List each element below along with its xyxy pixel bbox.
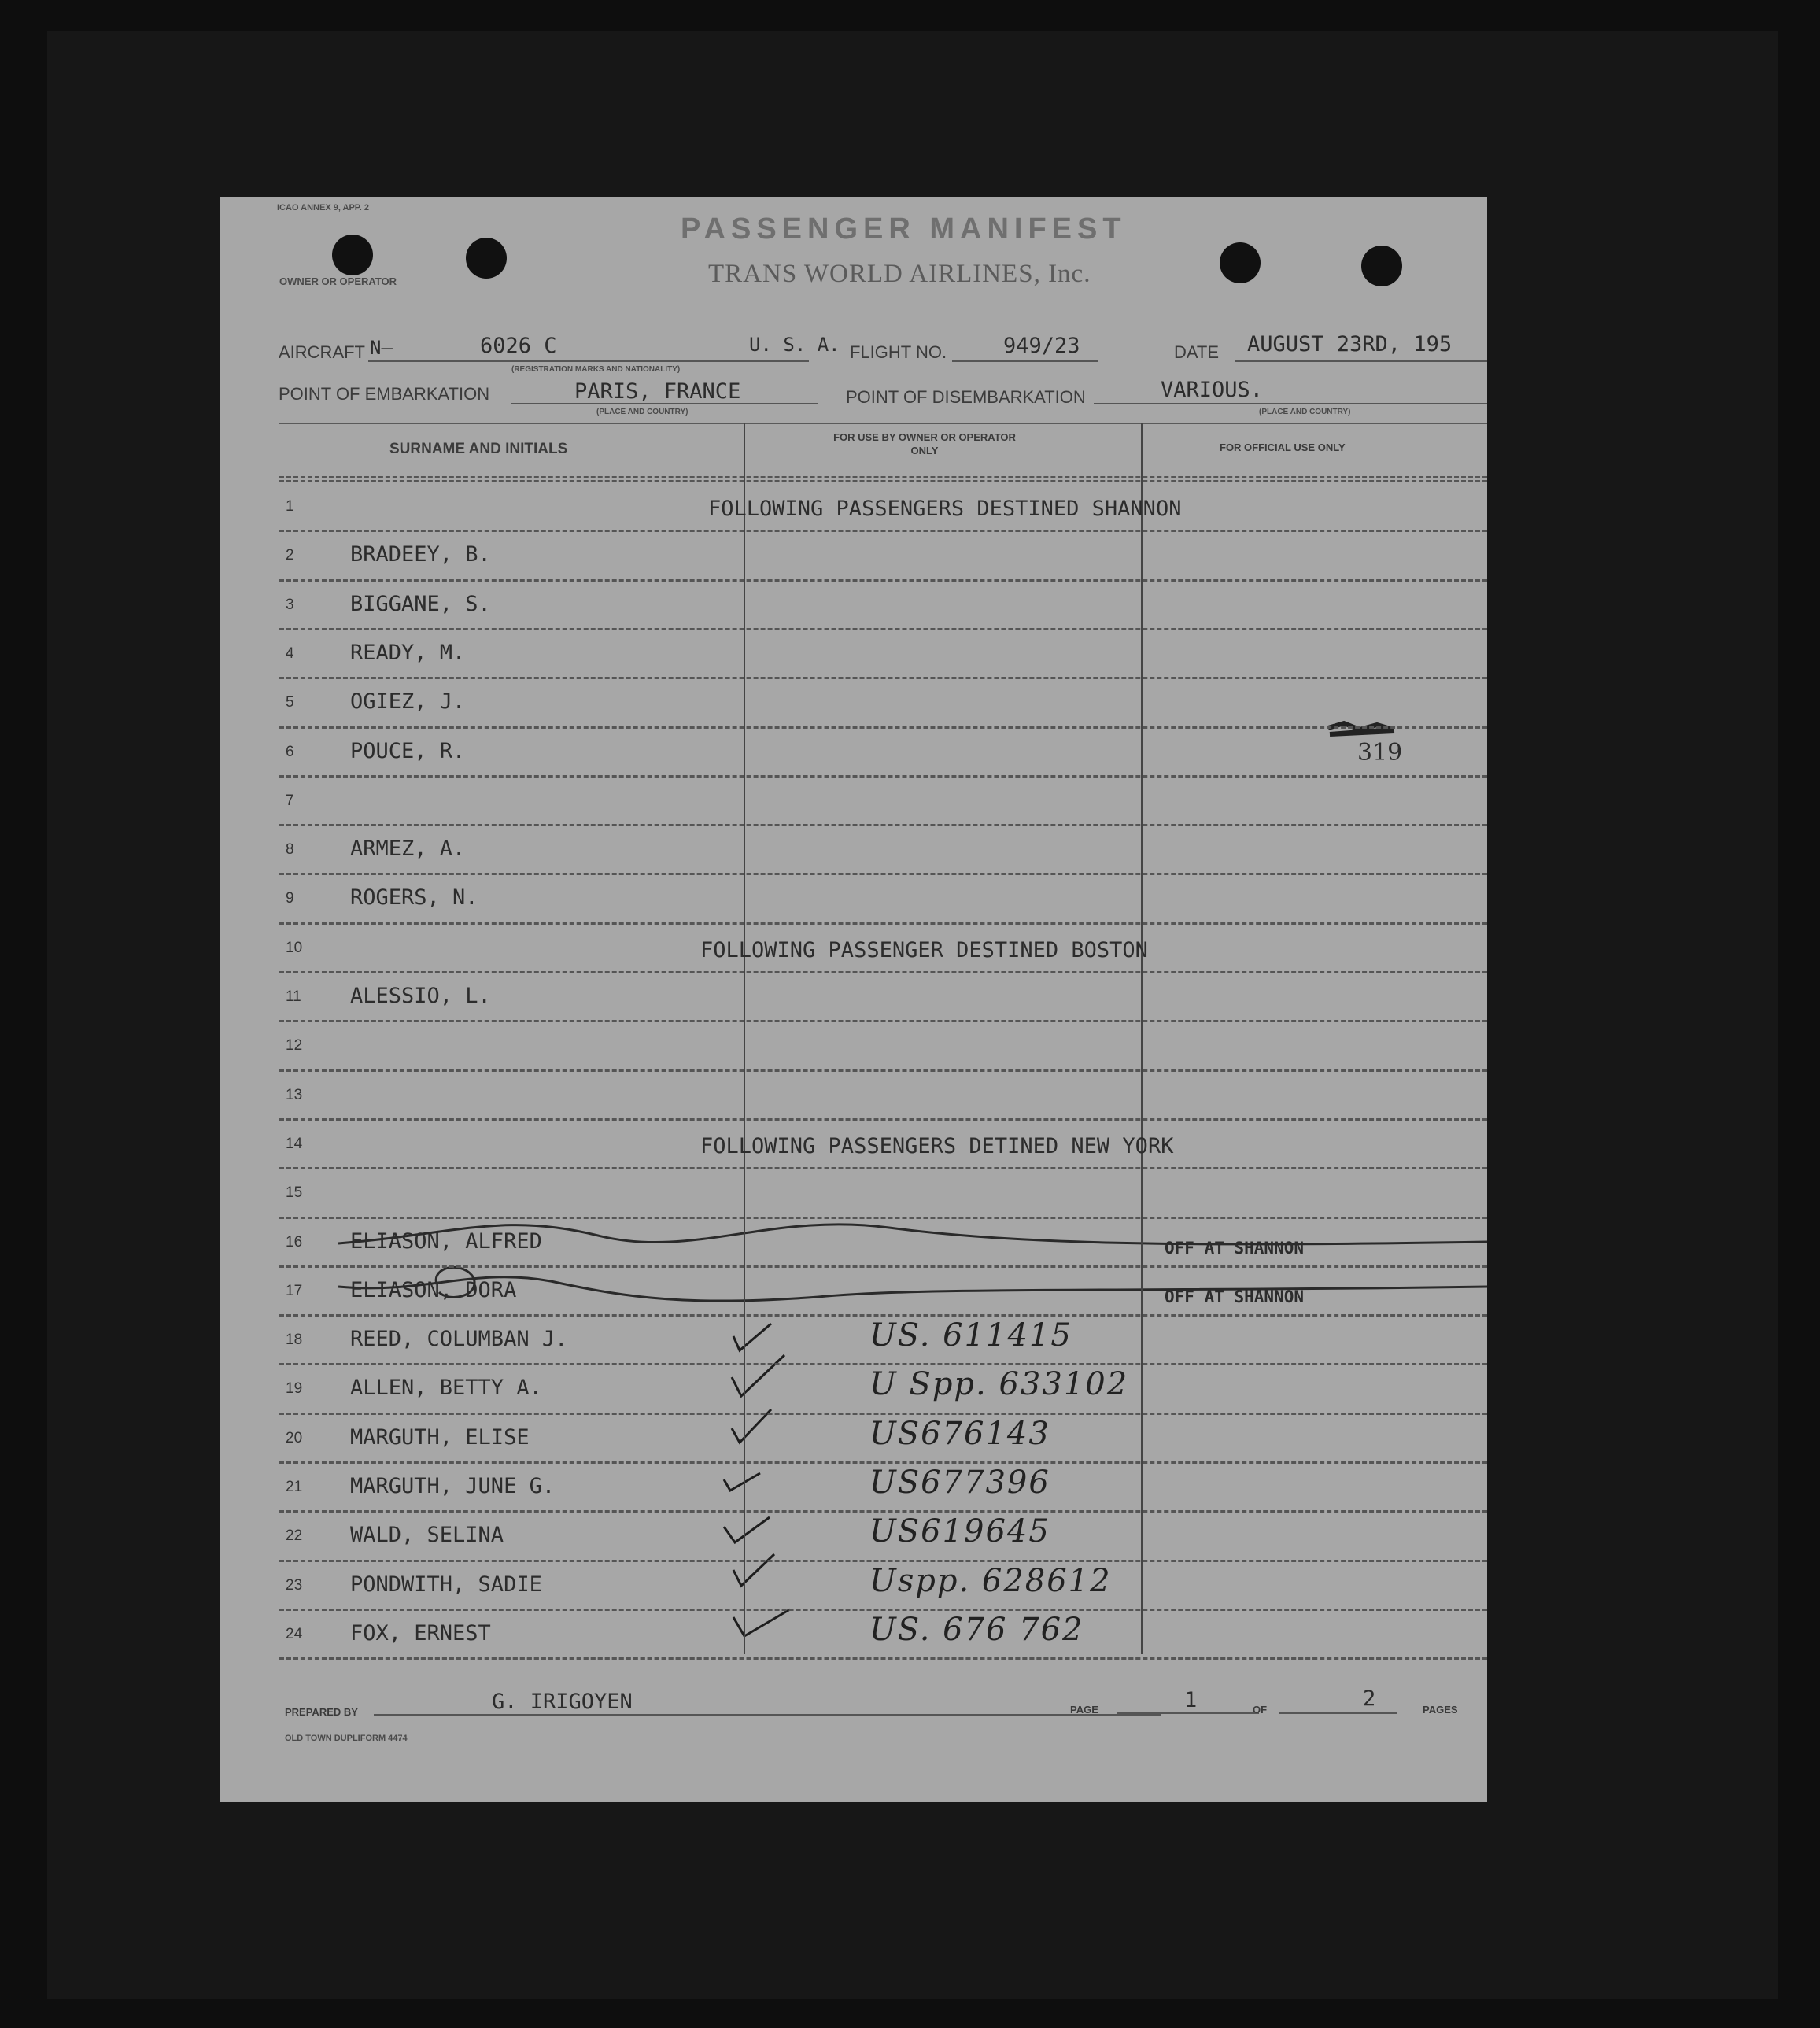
row-divider <box>279 775 1487 778</box>
passenger-name: ROGERS, N. <box>350 885 478 911</box>
prepared-by-label: PREPARED BY <box>285 1706 358 1718</box>
passport-number: US677396 <box>869 1465 1050 1501</box>
passenger-name: READY, M. <box>350 640 466 665</box>
row-number: 18 <box>286 1332 303 1349</box>
passenger-name: POUCE, R. <box>350 738 466 763</box>
row-number: 19 <box>286 1380 303 1398</box>
check-mark <box>724 1517 770 1542</box>
date-label: DATE <box>1174 342 1220 362</box>
row-divider <box>279 1020 1487 1022</box>
passport-number: US. 611415 <box>869 1317 1072 1354</box>
row-divider <box>279 628 1487 630</box>
flight-date: AUGUST 23RD, 195 <box>1247 332 1453 356</box>
row-number: 1 <box>286 498 294 515</box>
company-name: TRANS WORLD AIRLINES, Inc. <box>708 260 1091 288</box>
row-number: 24 <box>286 1625 303 1642</box>
passport-number: Uspp. 628612 <box>869 1562 1112 1599</box>
row-number: 9 <box>286 890 294 907</box>
row-number: 7 <box>286 792 294 809</box>
row-number: 8 <box>286 841 294 859</box>
of-label: OF <box>1253 1704 1268 1716</box>
passenger-name: ALLEN, BETTY A. <box>350 1376 542 1401</box>
passenger-name: PONDWITH, SADIE <box>350 1572 542 1597</box>
passenger-name: FOX, ERNEST <box>350 1620 491 1646</box>
row-number: 17 <box>286 1282 303 1299</box>
flight-number: 949/23 <box>1003 334 1080 358</box>
aircraft-label: AIRCRAFT <box>279 342 365 362</box>
row-number: 16 <box>286 1233 303 1250</box>
row-divider <box>279 530 1487 532</box>
column-header-owner: FOR USE BY OWNER OR OPERATOR ONLY <box>833 431 1016 456</box>
row-number: 11 <box>286 988 301 1005</box>
disembarkation-label: POINT OF DISEMBARKATION <box>846 387 1086 407</box>
aircraft-nationality: U. S. A. <box>749 334 840 356</box>
passenger-name: WALD, SELINA <box>350 1523 504 1548</box>
row-divider <box>279 726 1487 729</box>
passenger-name: REED, COLUMBAN J. <box>350 1327 568 1352</box>
owner-label: OWNER OR OPERATOR <box>279 275 397 287</box>
row-divider <box>279 1413 1487 1415</box>
official-entry: 319 <box>1357 738 1403 767</box>
passport-number: US. 676 762 <box>869 1611 1084 1648</box>
destination-note: FOLLOWING PASSENGERS DESTINED SHANNON <box>708 497 1182 521</box>
row-number: 13 <box>286 1086 303 1103</box>
page-label: PAGE <box>1070 1704 1098 1716</box>
row-number: 4 <box>286 645 294 662</box>
row-divider <box>279 677 1487 679</box>
row-number: 23 <box>286 1576 303 1594</box>
manifest-sheet <box>220 197 1487 1802</box>
check-mark <box>733 1324 771 1350</box>
row-number: 2 <box>286 547 294 564</box>
passenger-name: MARGUTH, ELISE <box>350 1424 530 1450</box>
row-divider <box>279 824 1487 826</box>
column-divider <box>1141 423 1143 1654</box>
row-divider <box>279 1167 1487 1169</box>
destination-note: FOLLOWING PASSENGERS DETINED NEW YORK <box>700 1133 1174 1158</box>
column-header-official: FOR OFFICIAL USE ONLY <box>1220 441 1346 453</box>
registration-caption: (REGISTRATION MARKS AND NATIONALITY) <box>511 365 681 374</box>
page-total: 2 <box>1363 1686 1376 1711</box>
row-divider <box>279 1363 1487 1365</box>
embarkation-value: PARIS, FRANCE <box>574 379 741 404</box>
official-entry: OFF AT SHANNON <box>1165 1238 1305 1258</box>
row-number: 22 <box>286 1527 303 1545</box>
row-divider <box>279 1217 1487 1219</box>
printer-imprint: OLD TOWN DUPLIFORM 4474 <box>285 1734 408 1743</box>
passenger-name: BRADEEY, B. <box>350 542 491 567</box>
row-divider <box>279 1510 1487 1513</box>
row-number: 5 <box>286 694 294 711</box>
row-number: 14 <box>286 1135 303 1152</box>
row-number: 3 <box>286 596 294 613</box>
passenger-name: ALESSIO, L. <box>350 984 491 1008</box>
destination-note: FOLLOWING PASSENGER DESTINED BOSTON <box>700 937 1148 962</box>
passenger-name: ELIASON, DORA <box>350 1277 517 1302</box>
row-number: 12 <box>286 1037 303 1055</box>
passenger-name: OGIEZ, J. <box>350 689 466 715</box>
row-divider <box>279 1461 1487 1464</box>
passenger-name: ARMEZ, A. <box>350 837 466 862</box>
page-number: 1 <box>1184 1688 1198 1712</box>
row-divider <box>279 922 1487 925</box>
row-divider <box>279 1560 1487 1562</box>
aircraft-registration: 6026 C <box>480 334 557 358</box>
embarkation-label: POINT OF EMBARKATION <box>279 384 490 404</box>
official-entry: OFF AT SHANNON <box>1165 1287 1305 1306</box>
row-divider <box>279 1118 1487 1121</box>
prepared-by-value: G. IRIGOYEN <box>492 1690 633 1714</box>
embarkation-caption: (PLACE AND COUNTRY) <box>596 408 688 416</box>
row-divider <box>279 1609 1487 1611</box>
pages-label: PAGES <box>1423 1704 1458 1716</box>
column-header-surname: SURNAME AND INITIALS <box>389 441 568 457</box>
row-number: 10 <box>286 939 303 956</box>
passport-number: US676143 <box>869 1415 1050 1452</box>
header-bottom-border <box>279 480 1487 482</box>
row-number: 15 <box>286 1184 303 1202</box>
row-number: 6 <box>286 743 294 760</box>
row-number: 21 <box>286 1479 303 1495</box>
row-divider <box>279 873 1487 875</box>
passenger-name: ELIASON, ALFRED <box>350 1228 542 1254</box>
header-bottom-border <box>279 476 1487 478</box>
form-reference: ICAO ANNEX 9, APP. 2 <box>277 203 369 212</box>
disembarkation-caption: (PLACE AND COUNTRY) <box>1259 408 1351 416</box>
aircraft-prefix: N— <box>370 337 393 359</box>
passenger-name: MARGUTH, JUNE G. <box>350 1474 556 1498</box>
column-divider <box>744 423 745 1654</box>
crossed-out-number <box>1328 723 1394 734</box>
table-bottom-border <box>279 1657 1487 1660</box>
check-mark <box>732 1355 784 1396</box>
row-number: 20 <box>286 1429 303 1446</box>
flight-label: FLIGHT NO. <box>850 342 947 362</box>
disembarkation-value: VARIOUS. <box>1161 378 1264 402</box>
passport-number: U Spp. 633102 <box>869 1366 1129 1403</box>
passport-number: US619645 <box>869 1513 1050 1550</box>
row-divider <box>279 971 1487 973</box>
row-divider <box>279 1069 1487 1072</box>
row-divider <box>279 1265 1487 1268</box>
table-top-border <box>279 423 1487 424</box>
page-title: PASSENGER MANIFEST <box>681 212 1127 246</box>
check-mark <box>733 1609 790 1636</box>
row-divider <box>279 1314 1487 1317</box>
check-mark <box>724 1473 760 1491</box>
row-divider <box>279 579 1487 582</box>
passenger-name: BIGGANE, S. <box>350 591 491 616</box>
